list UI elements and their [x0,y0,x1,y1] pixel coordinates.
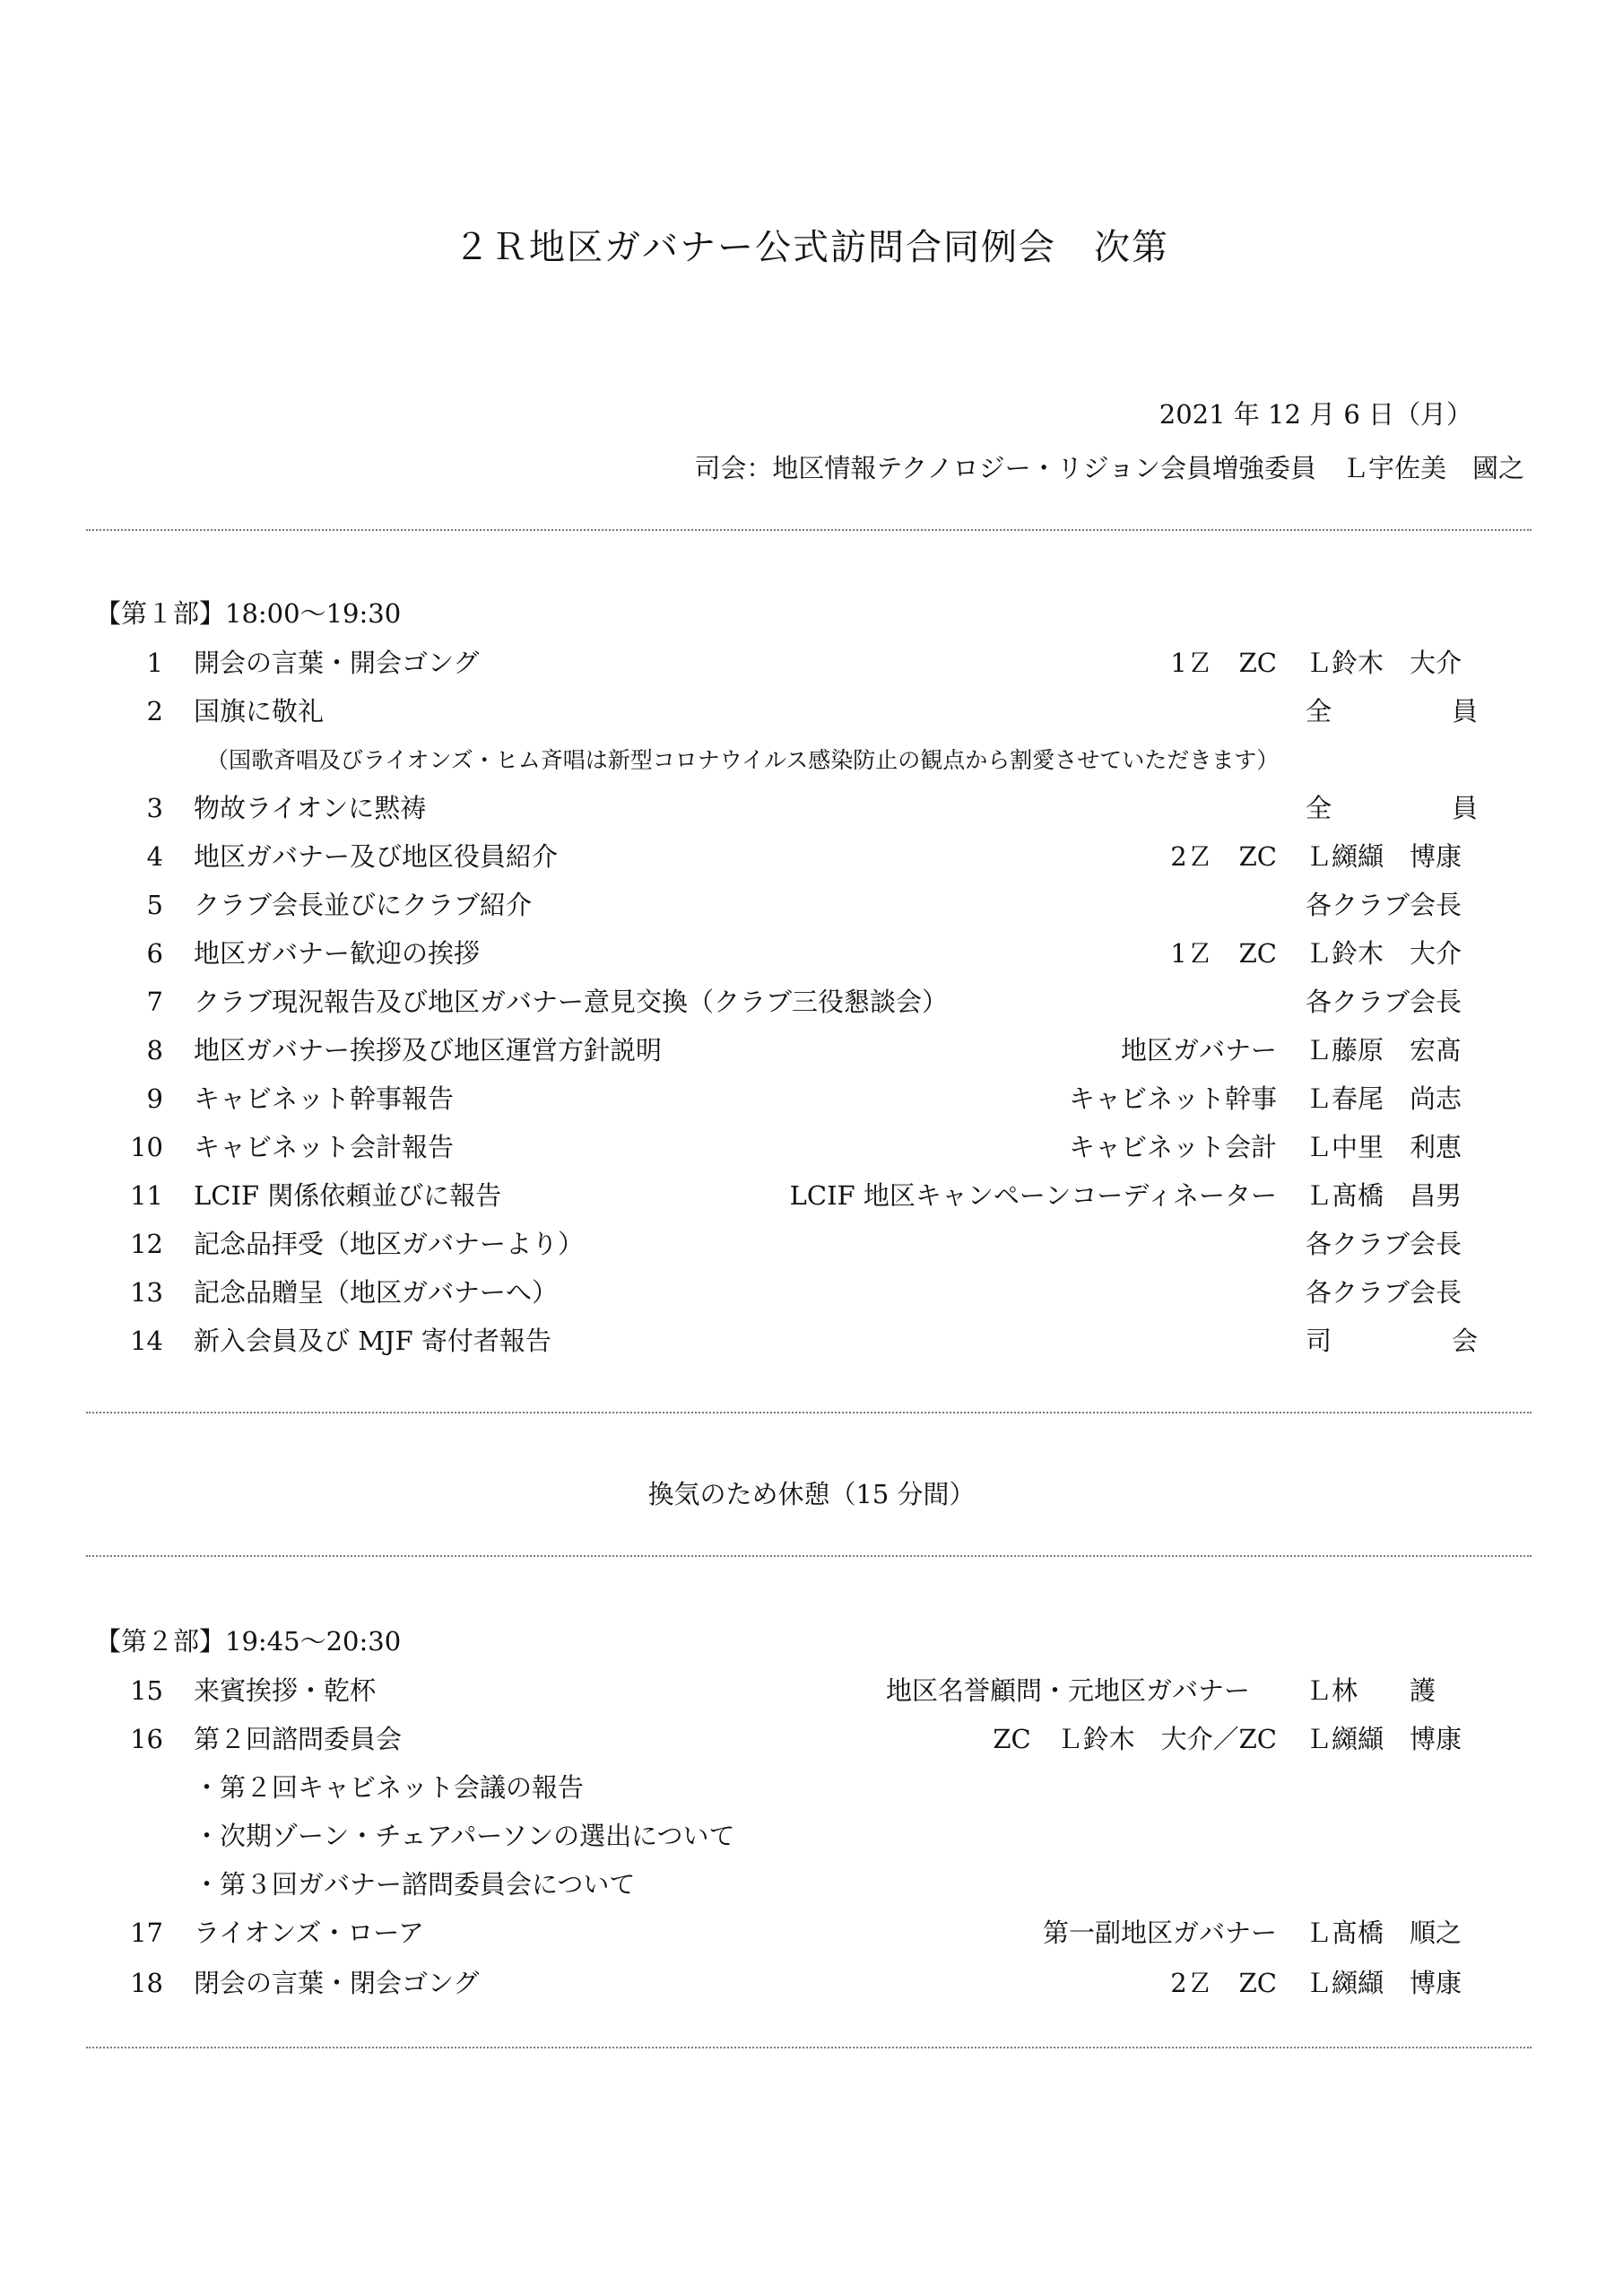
item-label: 新入会員及び MJF 寄付者報告 [194,1326,551,1356]
item-role: 2Ｚ ZC [1170,841,1277,872]
item-label: 地区ガバナー歓迎の挨拶 [194,938,481,969]
part1-heading: 【第１部】18:00〜19:30 [95,598,402,629]
item-role: ZC Ｌ鈴木 大介／ZC [993,1724,1277,1754]
agenda-item [0,1910,1623,1955]
item-role: キャビネット会計 [1068,1132,1277,1162]
item-role: 地区名誉顧問・元地区ガバナー [885,1675,1250,1706]
agenda-item [0,1270,1623,1315]
item-person: 各クラブ会長 [1306,890,1462,920]
sub-item: ・第３回ガバナー諮問委員会について [194,1869,636,1900]
divider [86,1412,1532,1413]
item-label: 記念品拝受（地区ガバナーより） [194,1229,585,1259]
master-of-ceremonies: 司会：地区情報テクノロジー・リジョン会員増強委員 Ｌ宇佐美 國之 [694,453,1524,483]
item-person [1306,1318,1478,1363]
item-label: キャビネット幹事報告 [194,1083,455,1114]
item-person-part: 員 [1451,696,1478,726]
item-person-part: 全 [1306,696,1332,726]
item-person-part: 司 [1306,1326,1332,1356]
item-number: 6 [146,938,163,969]
item-role: キャビネット幹事 [1068,1083,1277,1114]
item-person: Ｌ纐纈 博康 [1306,841,1462,872]
item-number: 2 [146,696,163,726]
item-person-part: 全 [1306,793,1332,823]
item-number: 18 [130,1968,163,1998]
item-label: クラブ現況報告及び地区ガバナー意見交換（クラブ三役懇談会） [194,987,949,1017]
item-role: 地区ガバナー [1120,1035,1277,1065]
agenda-item [0,1961,1623,2005]
item-number: 8 [146,1035,163,1065]
item-label: 来賓挨拶・乾杯 [194,1675,377,1706]
agenda-item [0,1668,1623,1713]
item-person: Ｌ鈴木 大介 [1306,938,1462,969]
item-person: Ｌ纐纈 博康 [1306,1968,1462,1998]
item-number: 11 [130,1180,163,1211]
item-number: 13 [130,1277,163,1308]
item-number: 10 [130,1132,163,1162]
item-number: 7 [146,987,163,1017]
item-label: 地区ガバナー及び地区役員紹介 [194,841,559,872]
item-label: 物故ライオンに黙祷 [194,793,427,823]
item-label: LCIF 関係依頼並びに報告 [194,1180,502,1211]
item-role: LCIF 地区キャンペーンコーディネーター [789,1180,1277,1211]
item-role: 1Ｚ ZC [1170,938,1277,969]
item-number: 4 [146,841,163,872]
item-label: キャビネット会計報告 [194,1132,455,1162]
item-number: 3 [146,793,163,823]
item-person: 各クラブ会長 [1306,1277,1462,1308]
agenda-item [0,883,1623,927]
agenda-item [0,1173,1623,1218]
item-number: 1 [146,648,163,678]
meeting-date: 2021 年 12 月 6 日（月） [1159,399,1472,430]
item-person: Ｌ髙橋 昌男 [1306,1180,1462,1211]
item-role: 2Ｚ ZC [1170,1968,1277,1998]
item-label: クラブ会長並びにクラブ紹介 [194,890,533,920]
item-role: 第一副地区ガバナー [1042,1918,1277,1948]
agenda-item [0,834,1623,879]
item-person: Ｌ鈴木 大介 [1306,648,1462,678]
item-person: 各クラブ会長 [1306,987,1462,1017]
divider [86,2047,1532,2048]
item-number: 5 [146,890,163,920]
agenda-item [0,786,1623,831]
item-label: 地区ガバナー挨拶及び地区運営方針説明 [194,1035,663,1065]
item-person [1306,786,1478,831]
item-person: Ｌ中里 利恵 [1306,1132,1462,1162]
item-number: 17 [130,1918,163,1948]
item-person [1306,689,1478,734]
item-person: Ｌ纐纈 博康 [1306,1724,1462,1754]
item-person: 各クラブ会長 [1306,1229,1462,1259]
document-title: ２Ｒ地区ガバナー公式訪問合同例会 次第 [454,227,1169,268]
item-number: 16 [130,1724,163,1754]
agenda-item [0,1318,1623,1363]
item-person-part: 会 [1451,1326,1478,1356]
agenda-item [0,1222,1623,1266]
break-notice: 換気のため休憩（15 分間） [647,1479,976,1509]
agenda-item [0,1125,1623,1170]
agenda-item [0,931,1623,976]
agenda-item [0,979,1623,1024]
item-person: Ｌ春尾 尚志 [1306,1083,1462,1114]
anthem-note: （国歌斉唱及びライオンズ・ヒム斉唱は新型コロナウイルス感染防止の観点から割愛させていただきます） [206,747,1280,773]
agenda-item [0,1028,1623,1073]
agenda-item [0,640,1623,685]
agenda-item [0,1717,1623,1761]
item-label: 第２回諮問委員会 [194,1724,403,1754]
item-label: 国旗に敬礼 [194,696,325,726]
sub-item: ・次期ゾーン・チェアパーソンの選出について [194,1821,735,1851]
item-label: 開会の言葉・開会ゴング [194,648,480,678]
item-person: Ｌ林 護 [1306,1675,1436,1706]
item-label: ライオンズ・ローア [194,1918,424,1948]
item-number: 9 [146,1083,163,1114]
item-number: 12 [130,1229,163,1259]
divider [86,1555,1532,1557]
agenda-item [0,1076,1623,1121]
item-role: 1Ｚ ZC [1170,648,1277,678]
item-person: Ｌ藤原 宏髙 [1306,1035,1462,1065]
item-label: 記念品贈呈（地区ガバナーへ） [194,1277,559,1308]
item-number: 14 [130,1326,163,1356]
item-person-part: 員 [1451,793,1478,823]
agenda-item [0,689,1623,734]
divider [86,529,1532,531]
item-label: 閉会の言葉・閉会ゴング [194,1968,480,1998]
item-person: Ｌ髙橋 順之 [1306,1918,1462,1948]
sub-item: ・第２回キャビネット会議の報告 [194,1772,585,1803]
part2-heading: 【第２部】19:45〜20:30 [95,1626,402,1657]
item-number: 15 [130,1675,163,1706]
